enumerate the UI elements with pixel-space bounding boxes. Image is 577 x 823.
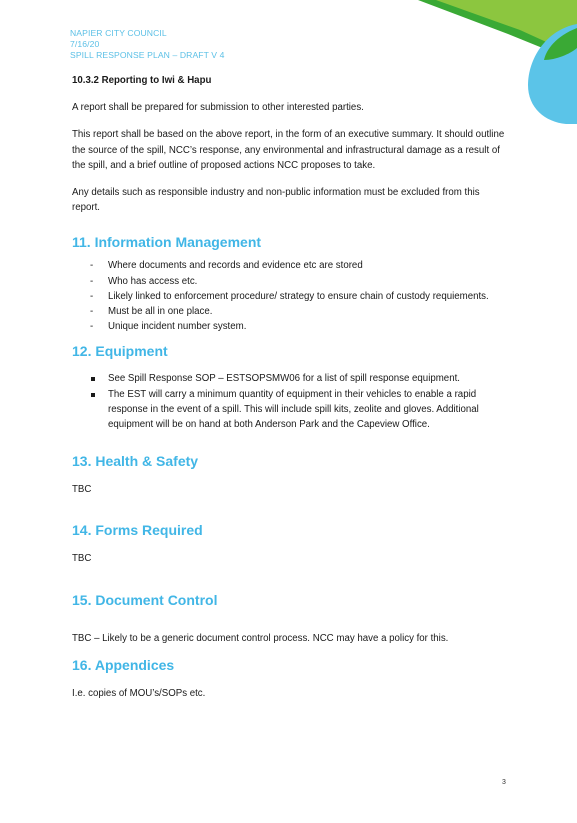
section-heading-12: 12. Equipment <box>72 343 168 360</box>
dash-marker: - <box>90 275 94 287</box>
section-heading-15: 15. Document Control <box>72 591 218 608</box>
document-header <box>70 28 225 61</box>
info-management-list <box>72 258 508 334</box>
paragraph-3: Any details such as responsible industry and non-public information must be excluded from this report. <box>72 187 480 214</box>
section-15-body: TBC – Likely to be a generic document control process. NCC may have a policy for this. <box>72 632 449 644</box>
dash-marker: - <box>90 260 94 272</box>
header-date: 7/16/20 <box>70 39 100 49</box>
square-bullet-icon <box>91 393 95 397</box>
section-heading-14: 14. Forms Required <box>72 522 203 539</box>
equipment-list <box>72 371 508 432</box>
list-item: - Must be all in one place. <box>72 304 508 319</box>
section-heading-16: 16. Appendices <box>72 656 175 673</box>
section-heading-11: 11. Information Management <box>72 234 262 251</box>
section-heading-13: 13. Health & Safety <box>72 453 199 470</box>
subsection-heading-10-3-2: 10.3.2 Reporting to Iwi & Hapu <box>72 75 212 86</box>
dash-marker: - <box>90 321 94 333</box>
section-16-body: I.e. copies of MOU’s/SOPs etc. <box>72 687 206 699</box>
document-body <box>72 73 508 701</box>
list-item: - Where documents and records and evidence etc are stored <box>72 258 508 273</box>
section-13-body: TBC <box>72 484 92 496</box>
page-number: 3 <box>502 779 506 786</box>
list-item: - Likely linked to enforcement procedure/ strategy to ensure chain of custody requiements. <box>72 289 508 304</box>
paragraph-1: A report shall be prepared for submission to other interested parties. <box>72 102 364 114</box>
square-bullet-icon <box>91 377 95 381</box>
paragraph-2: This report shall be based on the above report, in the form of an executive summary. It should outline the source of the spill, NCC’s response, any environmental and infrastructural damage as a result of the spill, and a brief outline of proposed actions NCC proposes to take. <box>72 129 505 171</box>
list-item: See Spill Response SOP – ESTSOPSMW06 for a list of spill response equipment. <box>72 371 508 386</box>
dash-marker: - <box>90 290 94 302</box>
list-item: - Who has access etc. <box>72 274 508 289</box>
dash-marker: - <box>90 306 94 318</box>
list-item: The EST will carry a minimum quantity of equipment in their vehicles to enable a rapid response in the event of a spill. This will include spill kits, zeolite and gloves. Additional equipment will be on hand at both Anderson Park and the Capeview Office. <box>72 387 508 433</box>
header-doc-title: SPILL RESPONSE PLAN – DRAFT V 4 <box>70 50 225 60</box>
section-14-body: TBC <box>72 553 92 565</box>
header-org: NAPIER CITY COUNCIL <box>70 28 167 38</box>
list-item: - Unique incident number system. <box>72 319 508 334</box>
